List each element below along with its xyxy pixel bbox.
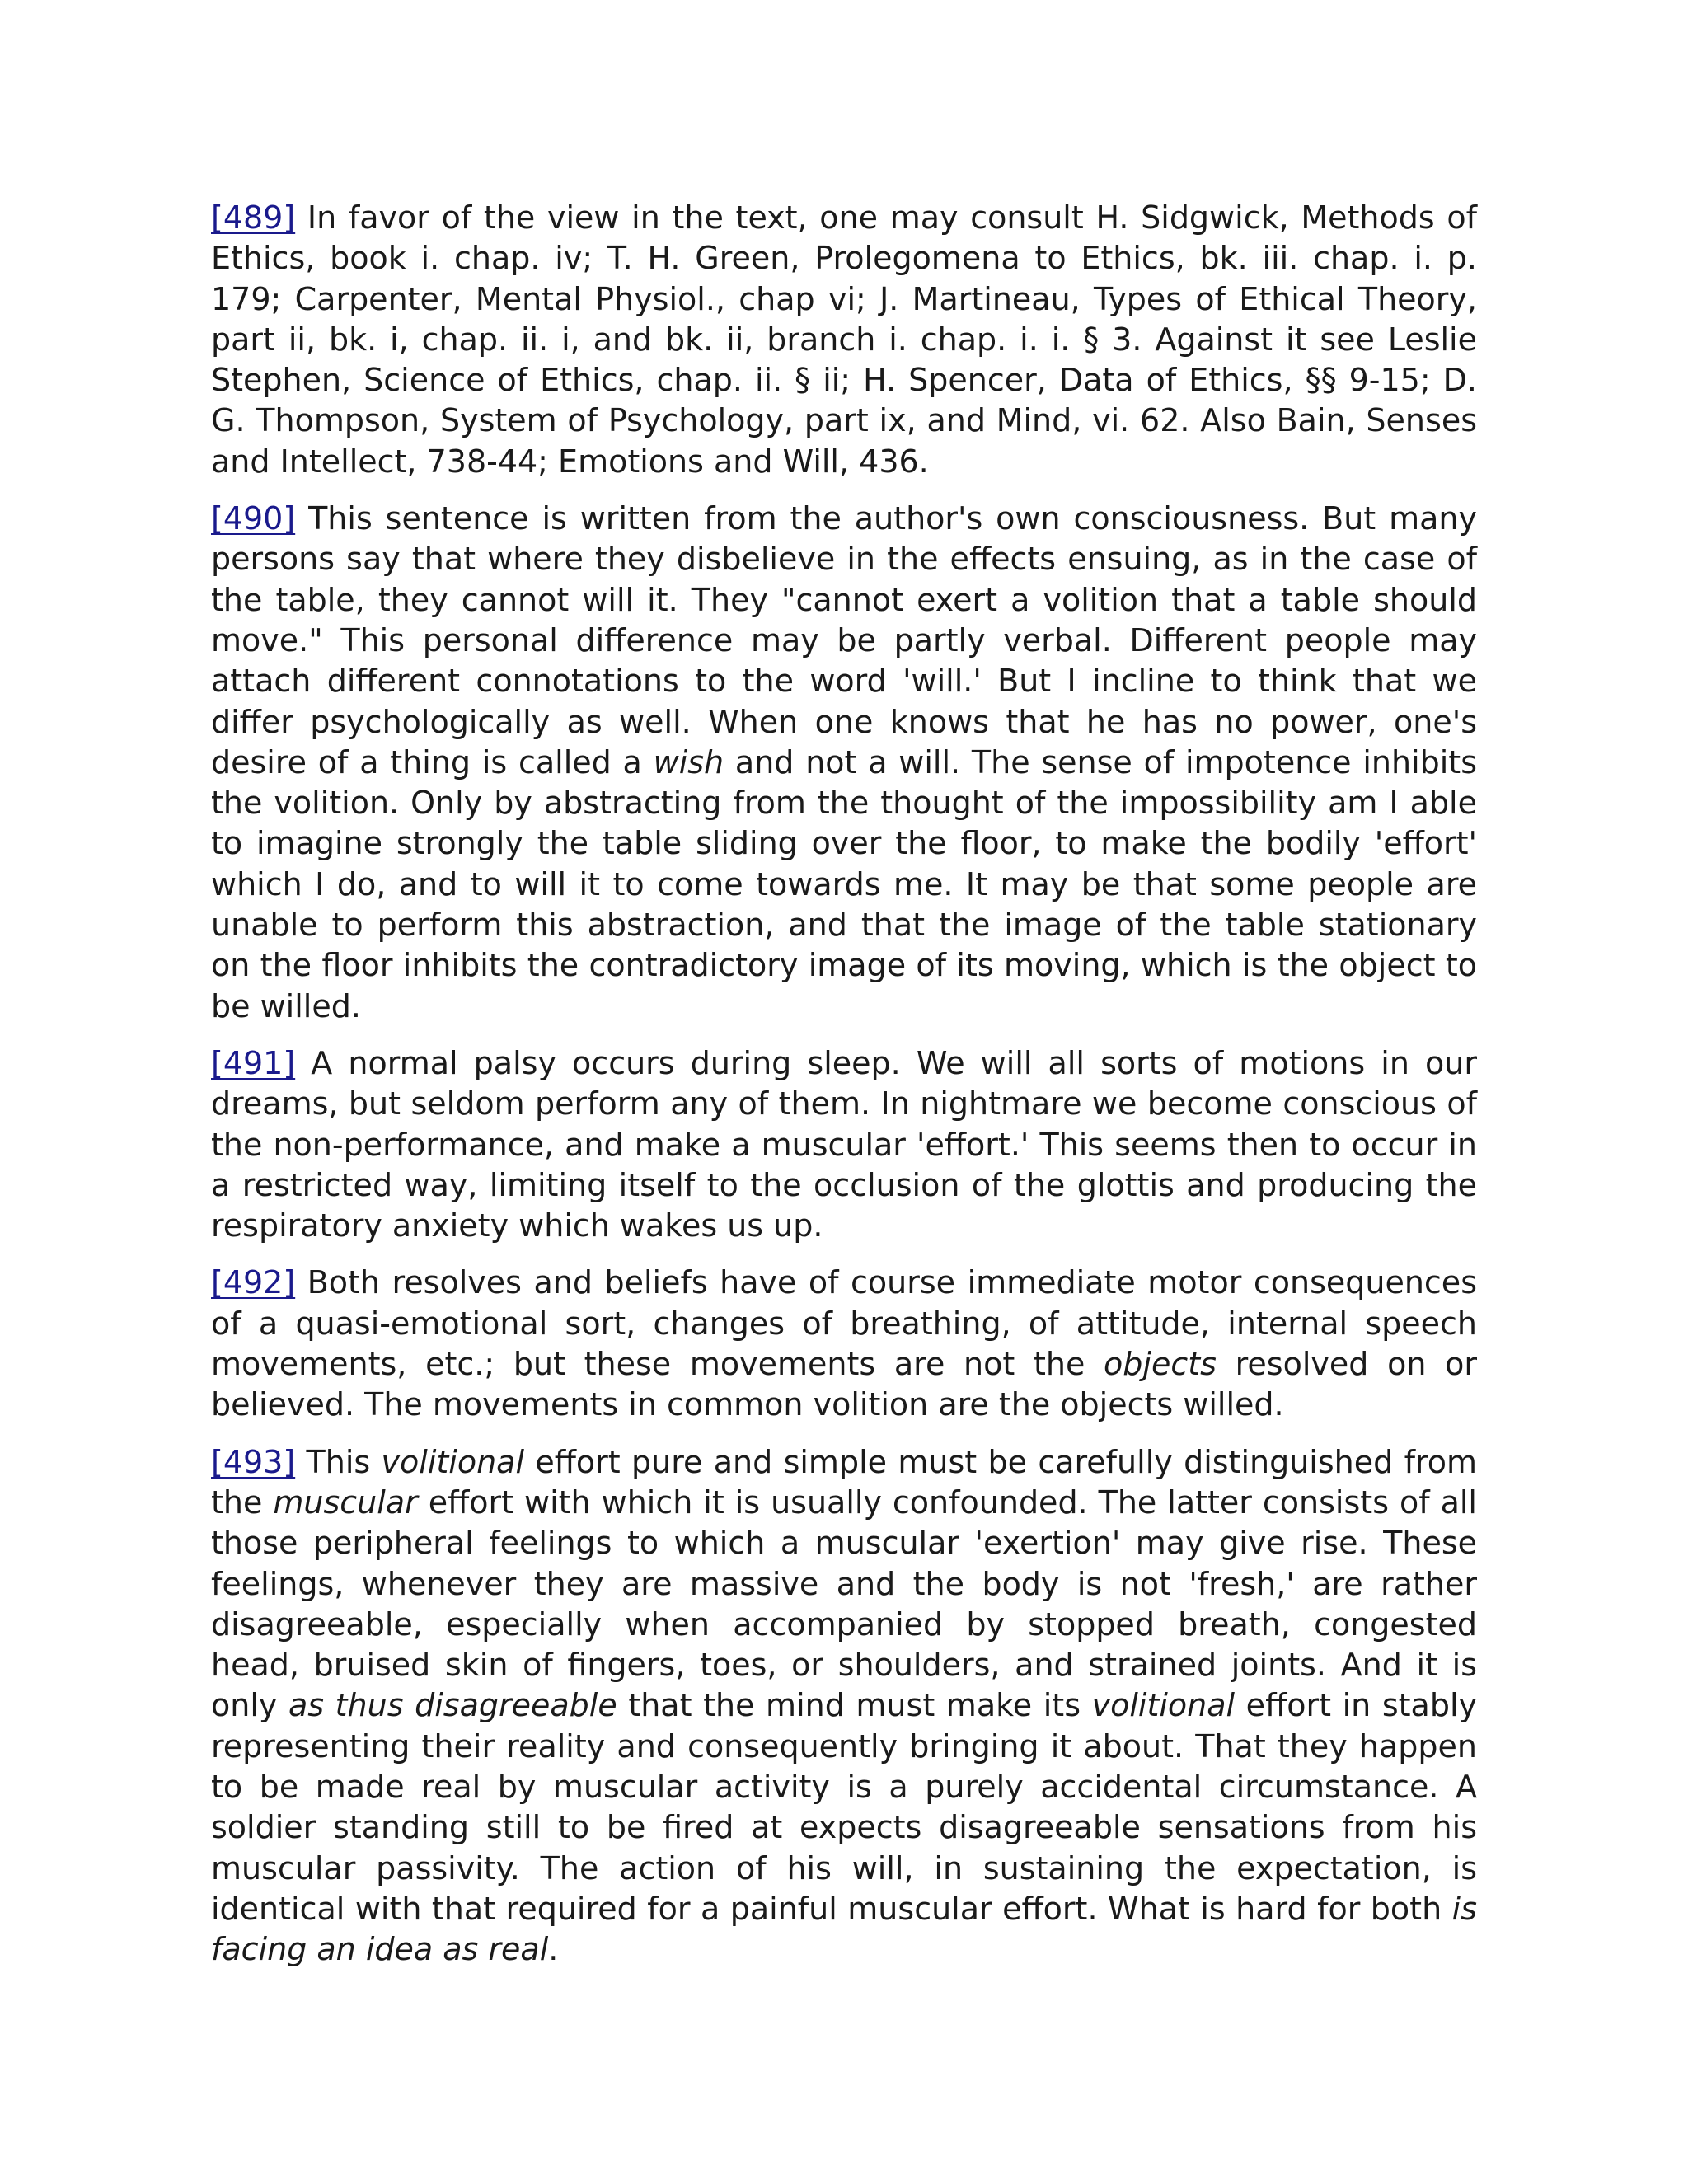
- footnote-text: This: [295, 1443, 382, 1480]
- footnote-text: A normal palsy occurs during sleep. We will all sorts of motions in our dreams, but seldom perform any of them. In nightmare we become conscious of the non-performance, and make a muscular 'effort.' This seems then to occur in a restricted way, limiting itself to the occlusion of the glottis and producing the respiratory anxiety which wakes us up.: [211, 1044, 1477, 1244]
- footnote-489: [211, 198, 1477, 482]
- footnote-text: effort with which it is usually confounded. The latter consists of all those peripheral feelings to which a muscular 'exertion' may give rise. These feelings, whenever they are massive and the body is not 'fresh,' are rather disagreeable, especially when accompanied by stopped breath, congested head, bruised skin of fingers, toes, or shoulders, and strained joints. And it is only: [211, 1483, 1477, 1724]
- footnotes-page: [211, 198, 1477, 1986]
- emphasis-text: volitional: [381, 1443, 525, 1480]
- footnote-492: [211, 1263, 1477, 1425]
- footnote-ref-link[interactable]: [493]: [211, 1443, 296, 1480]
- footnote-text: and not a will. The sense of impotence inhibits the volition. Only by abstracting from the thought of the impossibility am I able to imagine strongly the table sliding over the floor, to make the bodily 'effort' which I do, and to will it to come towards me. It may be that some people are unable to perform this abstraction, and that the image of the table stationary on the floor inhibits the contradictory image of its moving, which is the object to be willed.: [211, 743, 1478, 1024]
- footnote-ref-link[interactable]: [491]: [211, 1044, 296, 1081]
- footnote-text: .: [548, 1931, 559, 1968]
- footnote-ref-link[interactable]: [492]: [211, 1264, 296, 1301]
- emphasis-text: wish: [653, 743, 724, 780]
- footnote-text: effort pure and simple must be carefully distinguished from the: [211, 1443, 1478, 1521]
- footnote-text: effort in stably representing their reality and consequently bringing it about. That they happen to be made real by muscular activity is a purely accidental circumstance. A soldier standing still to be fired at expects disagreeable sensations from his muscular passivity. The action of his will, in sustaining the expectation, is identical with that required for a painful muscular effort. What is hard for both: [211, 1687, 1477, 1927]
- footnote-ref-link[interactable]: [490]: [211, 500, 296, 537]
- footnote-ref-link[interactable]: [489]: [211, 199, 296, 236]
- footnote-text: In favor of the view in the text, one may consult H. Sidgwick, Methods of Ethics, book i. chap. iv; T. H. Green, Prolegomena to Ethics, bk. iii. chap. i. p. 179; Carpenter, Mental Physiol., chap vi; J. Martineau, Types of Ethical Theory, part ii, bk. i, chap. ii. i, and bk. ii, branch i. chap. i. i. § 3. Against it see Leslie Stephen, Science of Ethics, chap. ii. § ii; H. Spencer, Data of Ethics, §§ 9-15; D. G. Thompson, System of Psychology, part ix, and Mind, vi. 62. Also Bain, Senses and Intellect, 738-44; Emotions and Will, 436.: [211, 199, 1477, 480]
- footnote-text: Both resolves and beliefs have of course immediate motor consequences of a quasi-emotional sort, changes of breathing, of attitude, internal speech movements, etc.; but these movements are not the: [211, 1264, 1477, 1383]
- emphasis-text: is facing an idea as real: [211, 1890, 1477, 1968]
- footnote-493: [211, 1442, 1477, 1971]
- footnote-text: resolved on or believed. The movements in common volition are the objects willed.: [211, 1346, 1477, 1423]
- emphasis-text: volitional: [1091, 1687, 1236, 1724]
- footnote-text: that the mind must make its: [617, 1687, 1092, 1724]
- footnote-490: [211, 499, 1477, 1027]
- emphasis-text: as thus disagreeable: [288, 1687, 617, 1724]
- emphasis-text: muscular: [273, 1483, 418, 1521]
- emphasis-text: objects: [1104, 1346, 1217, 1383]
- footnote-text: This sentence is written from the author's own consciousness. But many persons say that where they disbelieve in the effects ensuing, as in the case of the table, they cannot will it. They "cannot exert a volition that a table should move." This personal difference may be partly verbal. Different people may attach different connotations to the word 'will.' But I incline to think that we differ psychologically as well. When one knows that he has no power, one's desire of a thing is called a: [211, 500, 1477, 780]
- footnote-491: [211, 1043, 1477, 1246]
